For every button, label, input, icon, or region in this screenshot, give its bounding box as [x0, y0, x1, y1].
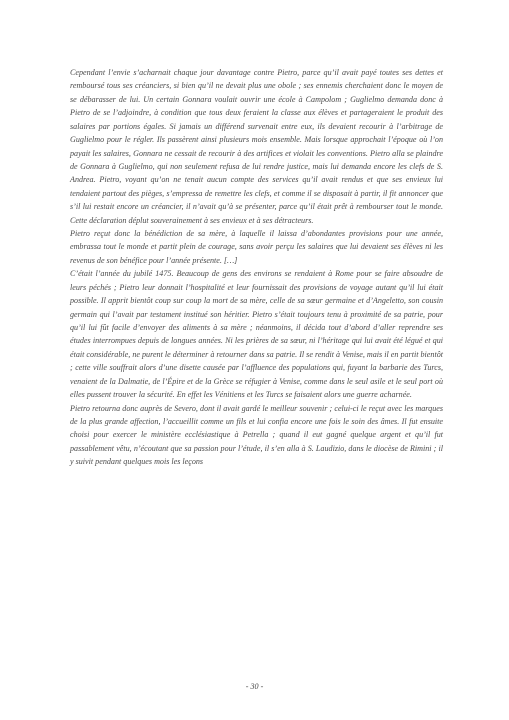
paragraph: C’était l’année du jubilé 1475. Beaucoup de gens des environs se rendaient à Rome pour se faire absoudre de leurs péchés ; Pietro leur donnait l’hospitalité et leur fournissait des provisions de voyage autant qu’il lui était possible. Il apprit bientôt coup sur coup la mort de sa mère, celle de sa sœur germaine et d’Angeletto, son cousin germain qui l’avait par testament institué son héritier. Pietro s’était toujours tenu à proximité de sa patrie, pour qu’il lui fût facile d’envoyer des aliments à sa mère ; néanmoins, il décida tout d’abord d’aller reprendre ses études interrompues depuis de longues années. Ni les prières de sa sœur, ni l’héritage qui lui avait été légué et qui était considérable, ne purent le déterminer à retourner dans sa patrie. Il se rendit à Venise, mais il en partit bientôt ; cette ville souffrait alors d’une disette causée par l’affluence des populations qui, fuyant la barbarie des Turcs, venaient de la Dalmatie, de l’Épire et de la Grèce se réfugier à Venise, comme dans le seul asile et le seul port où elles pussent trouver la sécurité. En effet les Vénitiens et les Turcs se faisaient alors une guerre acharnée. [70, 269, 443, 400]
page-number: - 30 - [245, 682, 264, 691]
paragraph: Pietro reçut donc la bénédiction de sa mère, à laquelle il laissa d’abondantes provisions pour une année, embrassa tout le monde et partit plein de courage, sans avoir perçu les salaires que lui devaient ses élèves ni les revenus de son bénéfice pour l’année présente. […] [70, 229, 443, 265]
body-text [70, 66, 443, 469]
paragraph: Cependant l’envie s’acharnait chaque jour davantage contre Pietro, parce qu’il avait payé toutes ses dettes et remboursé tous ses créanciers, si bien qu’il ne devait plus une obole ; ses ennemis cherchaient donc le moyen de se débarasser de lui. Un certain Gonnara voulait ouvrir une école à Campolom ; Guglielmo demanda donc à Pietro de se l’adjoindre, à condition que tous deux feraient la classe aux élèves et partageraient le produit des salaires par portions égales. Si jamais un différend survenait entre eux, ils devaient recourir à l’arbitrage de Guglielmo pour le régler. Ils passèrent ainsi plusieurs mois ensemble. Mais lorsque approchait l’époque où l’on payait les salaires, Gonnara ne cessait de recourir à des artifices et violait les conventions. Pietro alla se plaindre de Gonnara à Guglielmo, qui non seulement refusa de lui rendre justice, mais lui demanda encore les clefs de S. Andrea. Pietro, voyant qu’on ne tenait aucun compte des services qu’il avait rendus et que ses envieux lui tendaient partout des pièges, s’empressa de remettre les clefs, et comme il se disposait à partir, il fit annoncer que s’il lui restait encore un créancier, il n’avait qu’à se présenter, parce qu’il était prêt à rembourser tout le monde. Cette déclaration déplut souverainement à ses envieux et à ses détracteurs. [70, 68, 443, 225]
paragraph: Pietro retourna donc auprès de Severo, dont il avait gardé le meilleur souvenir ; celui-ci le reçut avec les marques de la plus grande affection, l’accueillit comme un fils et lui confia encore une fois le soin des âmes. Il fut ensuite choisi pour exercer le ministère ecclésiastique à Petrella ; quand il eut gagné quelque argent et qu’il fut passablement vêtu, n’écoutant que sa passion pour l’étude, il s’en alla à S. Laudizio, dans le diocèse de Rimini ; il y suivit pendant quelques mois les leçons [70, 403, 443, 467]
